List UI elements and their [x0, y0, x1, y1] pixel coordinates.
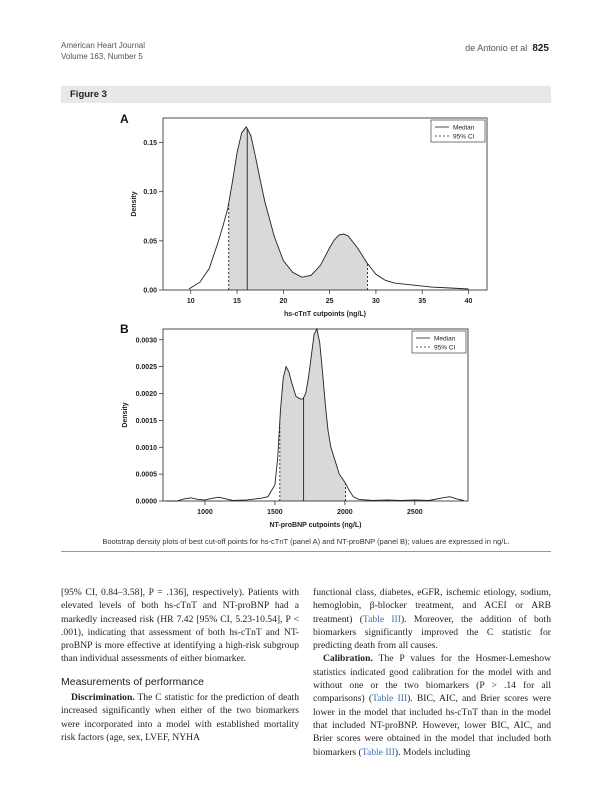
table-link[interactable]: Table III [362, 613, 401, 625]
x-tick-label: 35 [418, 298, 427, 305]
y-tick-label: 0.0030 [135, 337, 157, 345]
y-axis-label: Density [122, 402, 129, 428]
discrimination-label: Discrimination. [71, 692, 135, 704]
text-run: functional class, diabetes, eGFR, ischemic etiology, sodium, hemoglobin, β-blocker treatment, and ACEI or ARB treatment) ( [313, 587, 551, 625]
text-run: ). Moreover, the addition of both biomarkers significantly improved the C statistic for predicting death from all causes. [313, 613, 552, 652]
legend-entry-ci: 95% CI [453, 133, 475, 141]
x-axis-label: NT-proBNP cutpoints (ng/L) [269, 522, 362, 529]
y-tick-label: 0.05 [143, 238, 157, 246]
left-column [61, 586, 299, 744]
calibration-label: Calibration. [323, 653, 373, 665]
journal-volume: Volume 163, Number 5 [61, 52, 143, 61]
discrimination-text: The C statistic for the prediction of death increased significantly when either of the two biomarkers were incorporated into a model with established mortality risk factors (age, sex, LVEF, NYHA [61, 692, 299, 743]
x-tick-label: 2500 [407, 509, 423, 516]
panel-A [120, 112, 487, 318]
page-number: 825 [532, 43, 549, 54]
journal-name: American Heart Journal [61, 41, 146, 50]
figure-caption: Bootstrap density plots of best cut-off points for hs-cTnT (panel A) and NT-proBNP (panel B); values are expressed in ng/L. [102, 537, 510, 546]
text-run: ). Models including [394, 746, 471, 758]
caption-rule [61, 551, 551, 552]
authors: de Antonio et al [465, 43, 528, 53]
x-tick-label: 25 [325, 298, 334, 305]
x-tick-label: 30 [372, 298, 380, 305]
ci-shaded-area [280, 329, 346, 501]
paragraph-continued [313, 586, 551, 652]
y-tick-label: 0.0010 [135, 444, 157, 452]
y-tick-label: 0.15 [143, 140, 157, 148]
x-tick-label: 2000 [337, 509, 353, 516]
text-run: The P values for the Hosmer-Lemeshow statistics indicated good calibration for the model with and without one or the two biomarkers (P > .14 for all comparisons) ( [313, 653, 551, 705]
paragraph-discrimination [61, 691, 299, 744]
x-axis-label: hs-cTnT cutpoints (ng/L) [283, 311, 367, 318]
paragraph-calibration [313, 652, 551, 758]
panel-B [120, 322, 468, 529]
legend-entry-ci: 95% CI [434, 344, 456, 352]
ci-shaded-area [229, 127, 368, 290]
legend-entry-median: Median [453, 124, 475, 132]
y-tick-label: 0.0025 [135, 364, 157, 372]
section-heading: Measurements of performance [61, 675, 204, 688]
x-tick-label: 20 [279, 298, 288, 305]
y-tick-label: 0.00 [143, 287, 157, 295]
right-column [313, 586, 551, 759]
y-tick-label: 0.0020 [135, 391, 157, 398]
x-tick-label: 15 [233, 298, 241, 305]
text-run: ). BIC, AIC, and Brier scores were lower in the model that included hs-cTnT than in the model that included NT-proBNP. However, lower BIC, AIC, and Brier scores were obtained in the model that included both biomarkers ( [313, 693, 551, 758]
table-link[interactable]: Table III [361, 746, 395, 758]
legend-entry-median: Median [434, 335, 456, 343]
x-tick-label: 1000 [197, 509, 213, 516]
panel-label: A [120, 112, 129, 126]
x-tick-label: 40 [464, 298, 473, 305]
y-tick-label: 0.0000 [135, 498, 157, 506]
y-axis-label: Density [131, 191, 138, 217]
y-tick-label: 0.0005 [135, 471, 157, 479]
panel-label: B [120, 322, 129, 336]
x-tick-label: 1500 [267, 509, 283, 516]
paragraph-results: [95% CI, 0.84–3.58], P = .136], respectively). Patients with elevated levels of both hs-cTnT and NT-proBNP had a markedly increased risk (HR 7.42 [95% CI, 5.23-10.54], P < .001), indicating that assessment of both hs-cTnT and NT-proBNP is more effective at identifying a high-risk subgroup than individual assessments of either biomarker. [61, 587, 299, 665]
x-tick-label: 10 [186, 298, 195, 305]
y-tick-label: 0.10 [143, 189, 157, 197]
table-link[interactable]: Table III [372, 693, 408, 705]
figure-label: Figure 3 [70, 89, 107, 100]
y-tick-label: 0.0015 [135, 417, 157, 425]
